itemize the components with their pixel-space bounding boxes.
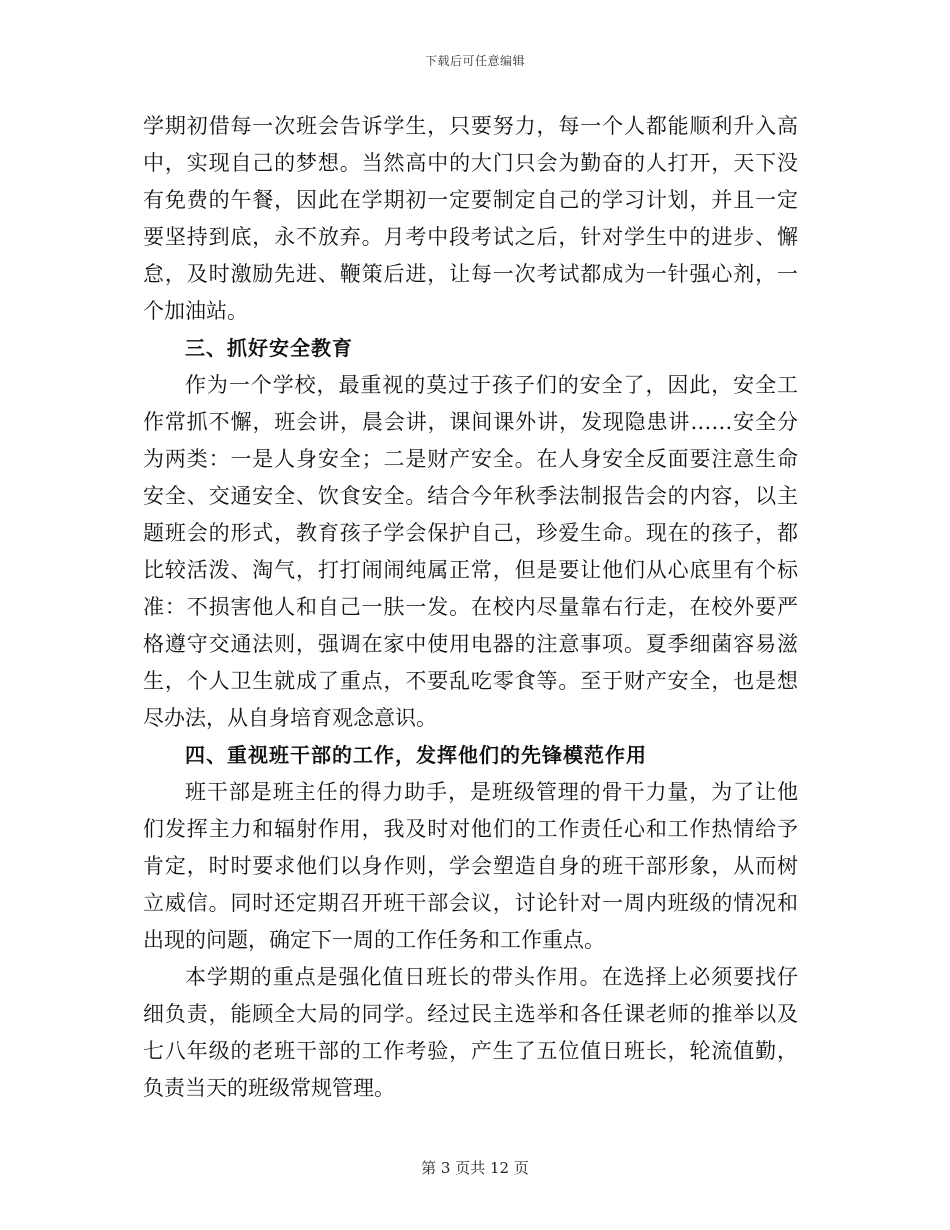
text-line: 出现的问题，确定下一周的工作任务和工作重点。: [143, 928, 605, 952]
paragraph-duty-monitors: [143, 959, 798, 1107]
section-heading-class-cadres: 四、重视班干部的工作，发挥他们的先锋模范作用: [185, 743, 647, 767]
text-line: 们发挥主力和辐射作用，我及时对他们的工作责任心和工作热情给予: [143, 817, 798, 841]
text-line: 准：不损害他人和自己一肤一发。在校内尽量靠右行走，在校外要严: [143, 595, 798, 619]
text-line: 负责当天的班级常规管理。: [143, 1076, 395, 1100]
text-line: 格遵守交通法则，强调在家中使用电器的注意事项。夏季细菌容易滋: [143, 632, 798, 656]
text-line: 本学期的重点是强化值日班长的带头作用。在选择上必须要找仔: [185, 965, 798, 989]
text-line: 生，个人卫生就成了重点，不要乱吃零食等。至于财产安全，也是想: [143, 669, 798, 693]
text-line: 学期初借每一次班会告诉学生，只要努力，每一个人都能顺利升入高: [143, 114, 798, 138]
text-line: 班干部是班主任的得力助手，是班级管理的骨干力量，为了让他: [185, 780, 798, 804]
page-header: 下载后可任意编辑: [424, 54, 525, 68]
page-footer: 第 3 页共 12 页: [421, 1159, 529, 1177]
text-line: 肯定，时时要求他们以身作则，学会塑造自身的班干部形象，从而树: [143, 854, 798, 878]
text-line: 要坚持到底，永不放弃。月考中段考试之后，针对学生中的进步、懈: [143, 225, 798, 249]
text-line: 怠，及时激励先进、鞭策后进，让每一次考试都成为一针强心剂，一: [143, 262, 798, 286]
text-line: 安全、交通安全、饮食安全。结合今年秋季法制报告会的内容，以主: [143, 484, 798, 508]
text-line: 七八年级的老班干部的工作考验，产生了五位值日班长，轮流值勤，: [143, 1039, 798, 1063]
document-body: [143, 108, 798, 1107]
text-line: 立威信。同时还定期召开班干部会议，讨论针对一周内班级的情况和: [143, 891, 798, 915]
text-line: 题班会的形式，教育孩子学会保护自己，珍爱生命。现在的孩子，都: [143, 521, 798, 545]
text-line: 作常抓不懈，班会讲，晨会讲，课间课外讲，发现隐患讲……安全分: [143, 410, 798, 434]
text-line: 个加油站。: [143, 299, 248, 323]
text-line: 细负责，能顾全大局的同学。经过民主选举和各任课老师的推举以及: [143, 1002, 798, 1026]
text-line: 为两类：一是人身安全；二是财产安全。在人身安全反面要注意生命: [143, 447, 798, 471]
text-line: 作为一个学校，最重视的莫过于孩子们的安全了，因此，安全工: [185, 373, 798, 397]
paragraph-class-cadres: [143, 774, 798, 959]
text-line: 尽办法，从自身培育观念意识。: [143, 706, 437, 730]
text-line: 有免费的午餐，因此在学期初一定要制定自己的学习计划，并且一定: [143, 188, 798, 212]
section-heading-safety: 三、抓好安全教育: [185, 336, 353, 360]
text-line: 比较活泼、淘气，打打闹闹纯属正常，但是要让他们从心底里有个标: [143, 558, 798, 582]
text-line: 中，实现自己的梦想。当然高中的大门只会为勤奋的人打开，天下没: [143, 151, 798, 175]
paragraph-goals: [143, 108, 798, 330]
paragraph-safety: [143, 367, 798, 737]
